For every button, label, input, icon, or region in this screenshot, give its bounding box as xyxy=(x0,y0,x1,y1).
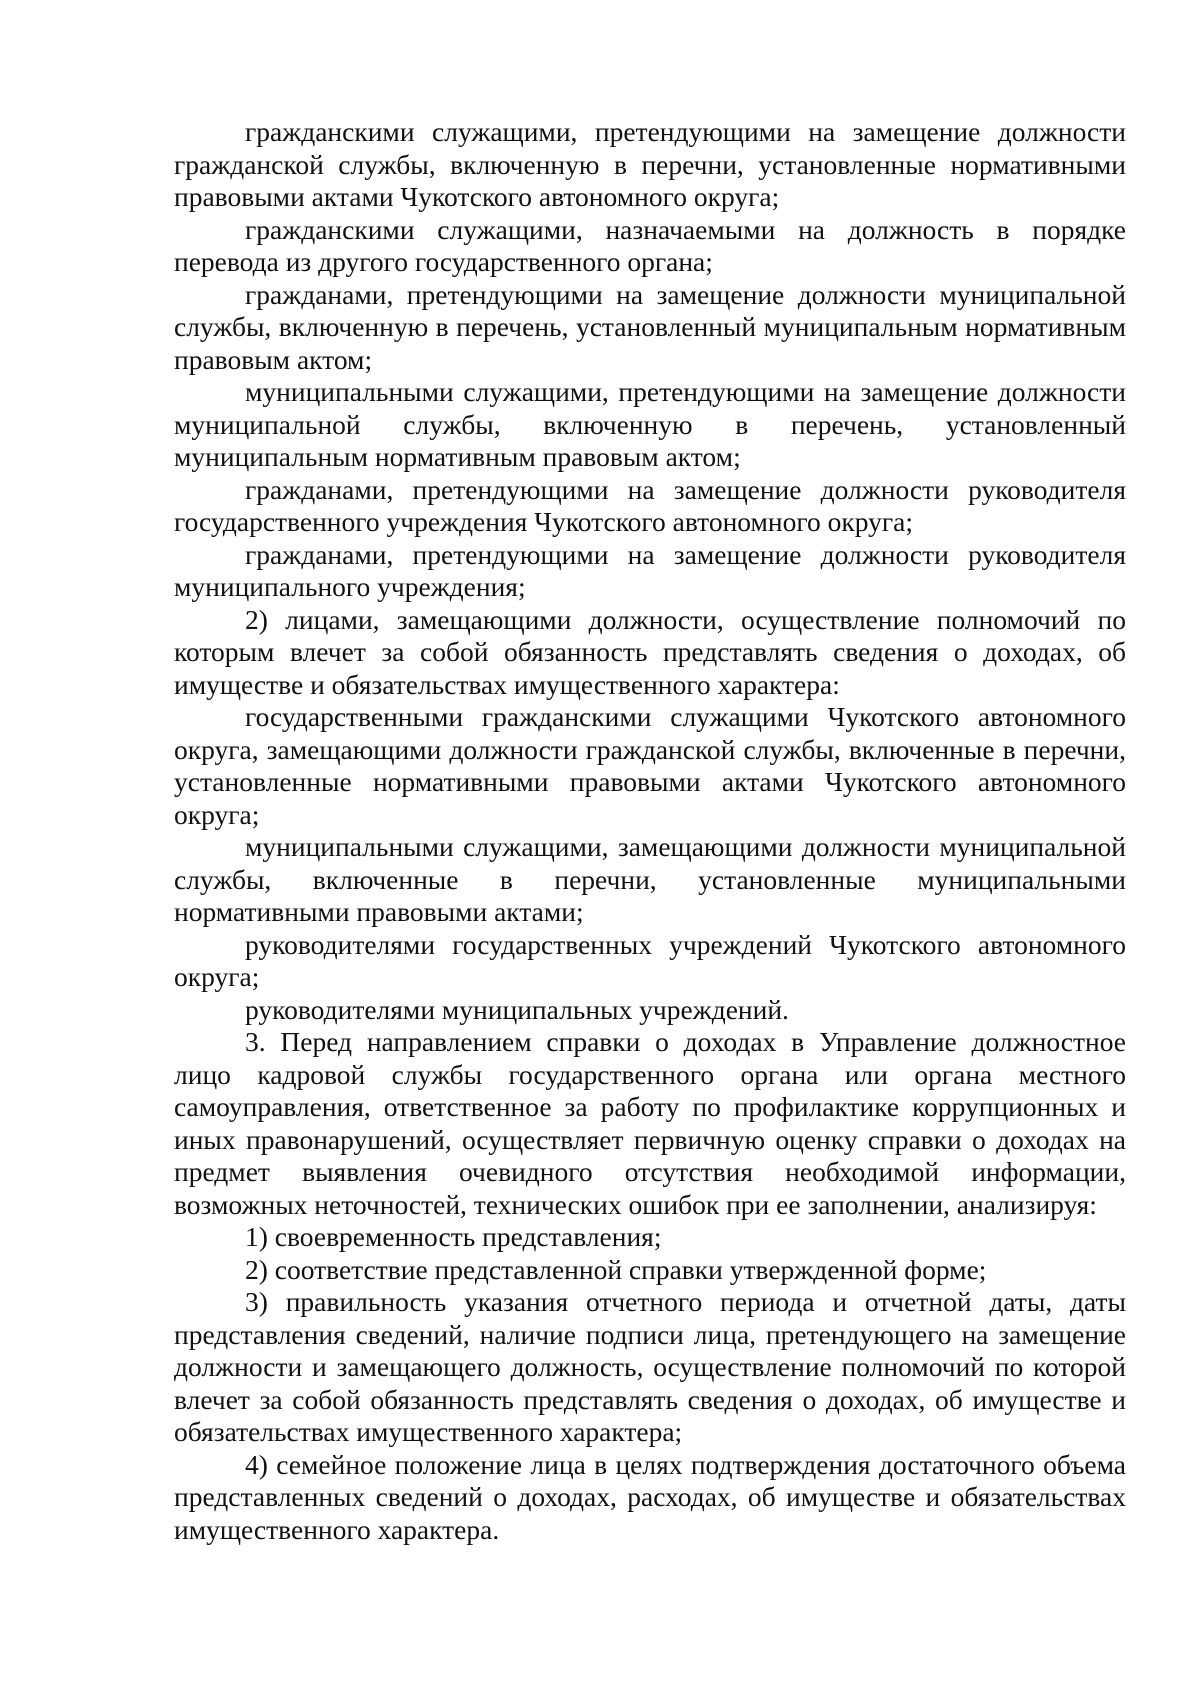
paragraph-civil-servants-candidates: гражданскими служащими, претендующими на замещение должности гражданской службы, включенную в перечни, установленные нормативными правовыми актами Чукотского автономного округа; xyxy=(174,116,1126,212)
paragraph-municipal-servants-candidates: муниципальными служащими, претендующими на замещение должности муниципальной службы, включенную в перечень, установленный муниципальным нормативным правовым актом; xyxy=(174,376,1126,472)
paragraph-check-3-reporting-period: 3) правильность указания отчетного периода и отчетной даты, даты представления сведений, наличие подписи лица, претендующего на замещение должности и замещающего должность, осуществление полномочий по которой влечет за собой обязанность представлять сведения о доходах, об имуществе и обязательствах имущественного характера; xyxy=(174,1286,1126,1447)
paragraph-state-civil-servants: государственными гражданскими служащими Чукотского автономного округа, замещающими должности гражданской службы, включенные в перечни, установленные нормативными правовыми актами Чукотского автономного округа; xyxy=(174,701,1126,830)
paragraph-check-1-timeliness: 1) своевременность представления; xyxy=(245,1221,662,1252)
paragraph-citizens-municipal-service: гражданами, претендующими на замещение должности муниципальной службы, включенную в перечень, установленный муниципальным нормативным правовым актом; xyxy=(174,278,1126,375)
paragraph-check-4-family-status: 4) семейное положение лица в целях подтверждения достаточного объема представленных сведений о доходах, расходах, об имуществе и обязательствах имущественного характера. xyxy=(174,1448,1126,1545)
paragraph-municipal-servants-holding: муниципальными служащими, замещающими должности муниципальной службы, включенные в перечни, установленные муниципальными нормативными правовыми актами; xyxy=(174,831,1126,927)
paragraph-check-2-form-compliance: 2) соответствие представленной справки утвержденной форме; xyxy=(245,1253,987,1285)
paragraph-item-2-persons-holding-positions: 2) лицами, замещающими должности, осуществление полномочий по которым влечет за собой обязанность представлять сведения о доходах, об имуществе и обязательствах имущественного характера: xyxy=(174,603,1126,700)
document-body xyxy=(174,116,1126,1546)
paragraph-civil-servants-transfer: гражданскими служащими, назначаемыми на должность в порядке перевода из другого государственного органа; xyxy=(174,213,1126,277)
paragraph-citizens-state-institution-head: гражданами, претендующими на замещение должности руководителя государственного учреждения Чукотского автономного округа; xyxy=(174,473,1126,537)
paragraph-heads-state-institutions: руководителями государственных учреждений Чукотского автономного округа; xyxy=(174,928,1126,992)
paragraph-citizens-municipal-institution-head: гражданами, претендующими на замещение должности руководителя муниципального учреждения; xyxy=(174,538,1126,602)
paragraph-section-3-primary-assessment: 3. Перед направлением справки о доходах в Управление должностное лицо кадровой службы государственного органа или органа местного самоуправления, ответственное за работу по профилактике коррупционных и иных правонарушений, осуществляет первичную оценку справки о доходах на предмет выявления очевидного отсутствия необходимой информации, возможных неточностей, технических ошибок при ее заполнении, анализируя: xyxy=(174,1026,1126,1220)
paragraph-heads-municipal-institutions: руководителями муниципальных учреждений. xyxy=(245,993,789,1025)
